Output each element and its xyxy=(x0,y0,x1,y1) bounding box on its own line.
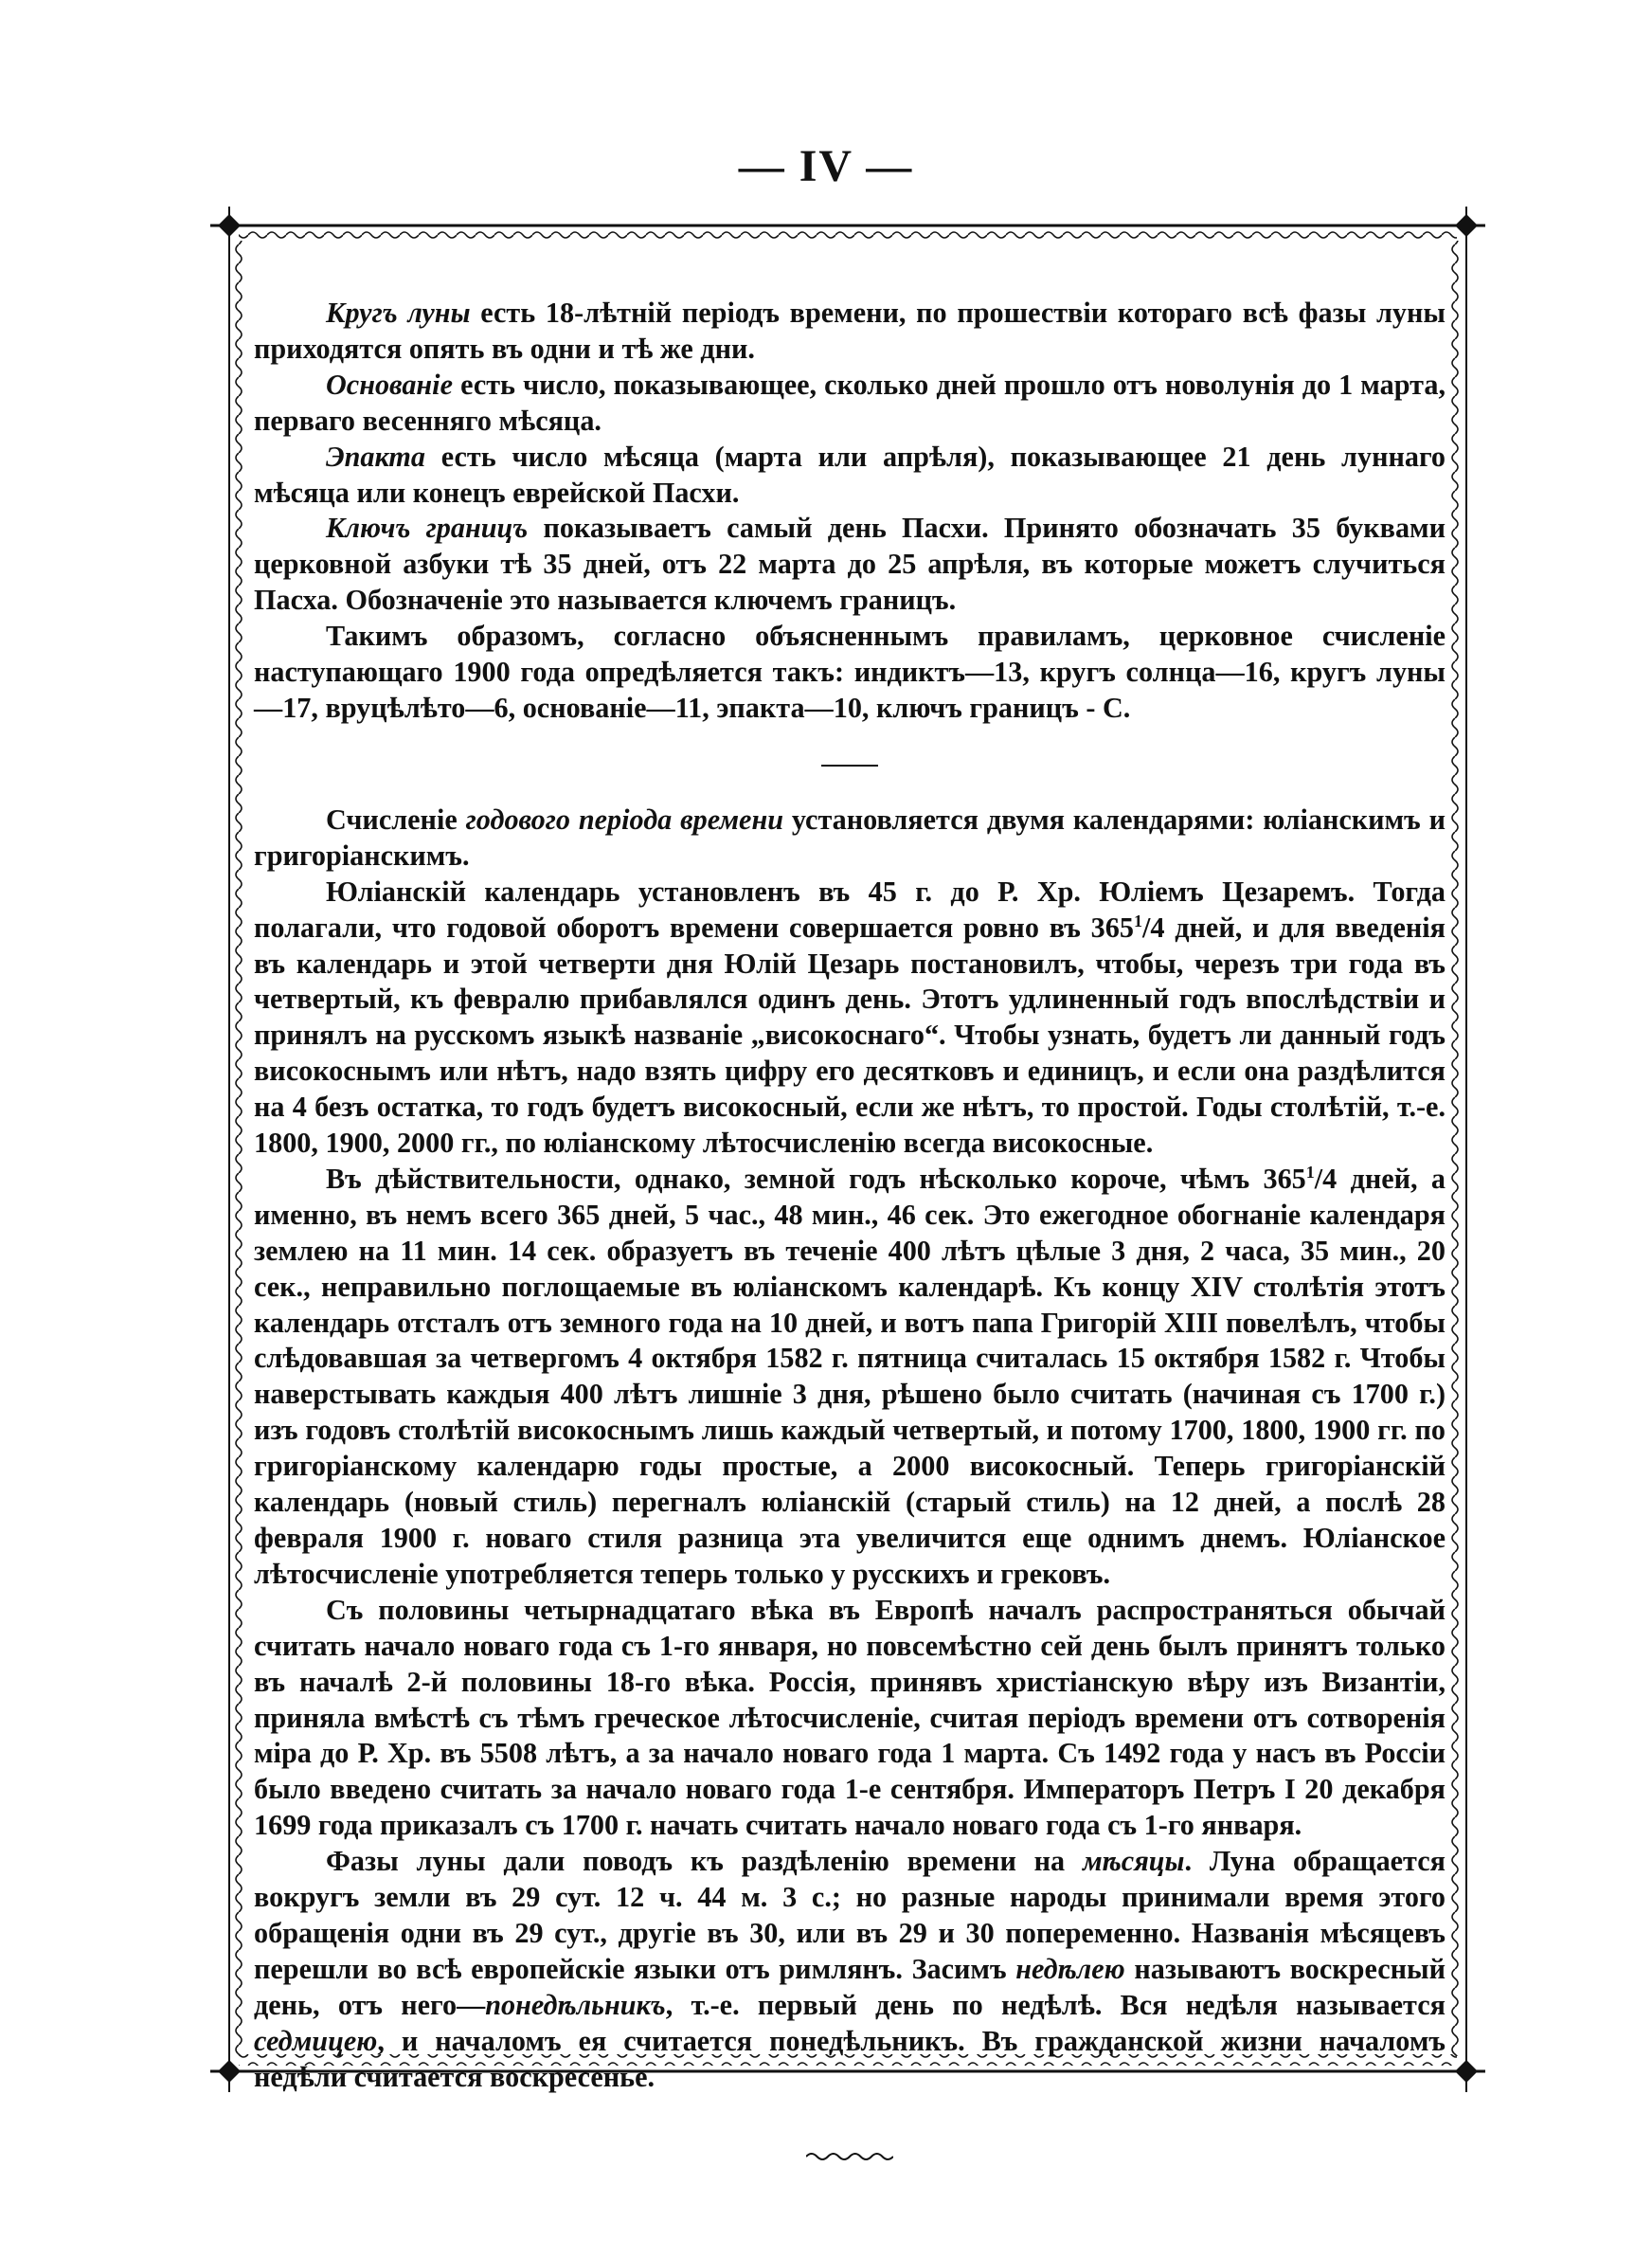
term: седмицею xyxy=(254,2024,378,2057)
section-calendars xyxy=(254,803,1446,2096)
paragraph: Фазы луны дали поводъ къ раздѣленію времени на мѣсяцы. Луна обращается вокругъ земли въ 29 сут. 12 ч. 44 м. 3 с.; но разные народы принимали время этого обращенія одни въ 29 сут., другіе въ 30, или въ 29 и 30 попеременно. Названія мѣсяцевъ перешли во всѣ европейскіе языки отъ римлянъ. Засимъ недѣлею называютъ воскресный день, отъ него—понедѣльникъ, т.-е. первый день по недѣлѣ. Вся недѣля называется седмицею, и началомъ ея считается понедѣльникъ. Въ гражданской жизни началомъ недѣли считается воскресенье. xyxy=(254,1845,1446,2093)
term: Ключъ границъ xyxy=(326,512,529,545)
term: понедѣльникъ xyxy=(485,1988,666,2021)
term: мѣсяцы xyxy=(1082,1845,1185,1878)
closing-ornament xyxy=(806,2136,893,2172)
section-church-computus xyxy=(254,296,1446,727)
term: Эпакта xyxy=(326,440,426,473)
paragraph: Основаніе есть число, показывающее, сколько дней прошло отъ новолунія до 1 марта, перваго весенняго мѣсяца. xyxy=(254,368,1446,437)
term: недѣлею xyxy=(1015,1952,1125,1985)
paragraph: Такимъ образомъ, согласно объясненнымъ правиламъ, церковное счисленіе наступающаго 1900 года опредѣляется такъ: индиктъ—13, кругъ солнца—16, кругъ луны—17, вруцѣлѣто—6, основаніе—11, эпакта—10, ключъ границъ - С. xyxy=(254,620,1446,724)
term: Кругъ луны xyxy=(326,297,471,329)
term: Основаніе xyxy=(326,368,453,401)
paragraph: Кругъ луны есть 18-лѣтній періодъ времени, по прошествіи котораго всѣ фазы луны приходятся опять въ одни и тѣ же дни. xyxy=(254,297,1446,365)
paragraph: Счисленіе годового періода времени установляется двумя календарями: юліанскимъ и григоріанскимъ. xyxy=(254,803,1446,872)
paragraph: Ключъ границъ показываетъ самый день Пасхи. Принято обозначать 35 буквами церковной азбуки тѣ 35 дней, отъ 22 марта до 25 апрѣля, въ которые можетъ случиться Пасха. Обозначеніе это называется ключемъ границъ. xyxy=(254,512,1446,617)
paragraph: Въ дѣйствительности, однако, земной годъ нѣсколько короче, чѣмъ $365^1/4$ дней, а именно, въ немъ всего 365 дней, 5 час., 48 мин., 46 сек. Это ежегодное обогнаніе календаря землею на 11 мин. 14 сек. образуетъ въ теченіе 400 лѣтъ цѣлые 3 дня, 2 часа, 35 мин., 20 сек., неправильно поглощаемые въ юліанскомъ календарѣ. Къ концу XIV столѣтія этотъ календарь отсталъ отъ земного года на 10 дней, и вотъ папа Григорій XIII повелѣлъ, чтобы слѣдовавшая за четвергомъ 4 октября 1582 г. пятница считалась 15 октября 1582 г. Чтобы наверстывать каждыя 400 лѣтъ лишніе 3 дня, рѣшено было считать (начиная съ 1700 г.) изъ годовъ столѣтій високоснымъ лишь каждый четвертый, и потому 1700, 1800, 1900 гг. по григоріанскому календарю годы простые, а 2000 високосный. Теперь григоріанскій календарь (новый стиль) перегналъ юліанскій (старый стиль) на 12 дней, а послѣ 28 февраля 1900 г. новаго стиля разница эта увеличится еще однимъ днемъ. Юліанское лѣтосчисленіе употребляется теперь только у русскихъ и грековъ. xyxy=(254,1162,1446,1590)
section-divider xyxy=(821,765,878,767)
paragraph: Эпакта есть число мѣсяца (марта или апрѣля), показывающее 21 день луннаго мѣсяца или конецъ еврейской Пасхи. xyxy=(254,440,1446,509)
paragraph: Юліанскій календарь установленъ въ 45 г. до Р. Хр. Юліемъ Цезаремъ. Тогда полагали, что годовой оборотъ времени совершается ровно въ $365^1/4$ дней, и для введенія въ календарь и этой четверти дня Юлій Цезарь постановилъ, чтобы, черезъ три года въ четвертый, къ февралю прибавлялся одинъ день. Этотъ удлиненный годъ впослѣдствіи и принялъ на русскомъ языкѣ названіе „високоснаго“. Чтобы узнать, будетъ ли данный годъ високоснымъ или нѣтъ, надо взять цифру его десятковъ и единицъ, и если она раздѣлится на 4 безъ остатка, то годъ будетъ високосный, если же нѣтъ, то простой. Годы столѣтій, т.-е. 1800, 1900, 2000 гг., по юліанскому лѣтосчисленію всегда високосные. xyxy=(254,875,1446,1160)
page-content xyxy=(254,296,1446,2171)
paragraph: Съ половины четырнадцатаго вѣка въ Европѣ началъ распространяться обычай считать начало новаго года съ 1-го января, но повсемѣстно сей день былъ принятъ только въ началѣ 2-й половины 18-го вѣка. Россія, принявъ христіанскую вѣру изъ Византіи, приняла вмѣстѣ съ тѣмъ греческое лѣтосчисленіе, считая періодъ времени отъ сотворенія міра до Р. Хр. въ 5508 лѣтъ, а за начало новаго года 1 марта. Съ 1492 года у насъ въ Россіи было введено считать за начало новаго года 1-е сентября. Императоръ Петръ I 20 декабря 1699 года приказалъ съ 1700 г. начать считать начало новаго года съ 1-го января. xyxy=(254,1593,1446,1842)
page-number: — IV — xyxy=(738,141,914,191)
term: годового періода времени xyxy=(465,803,783,836)
